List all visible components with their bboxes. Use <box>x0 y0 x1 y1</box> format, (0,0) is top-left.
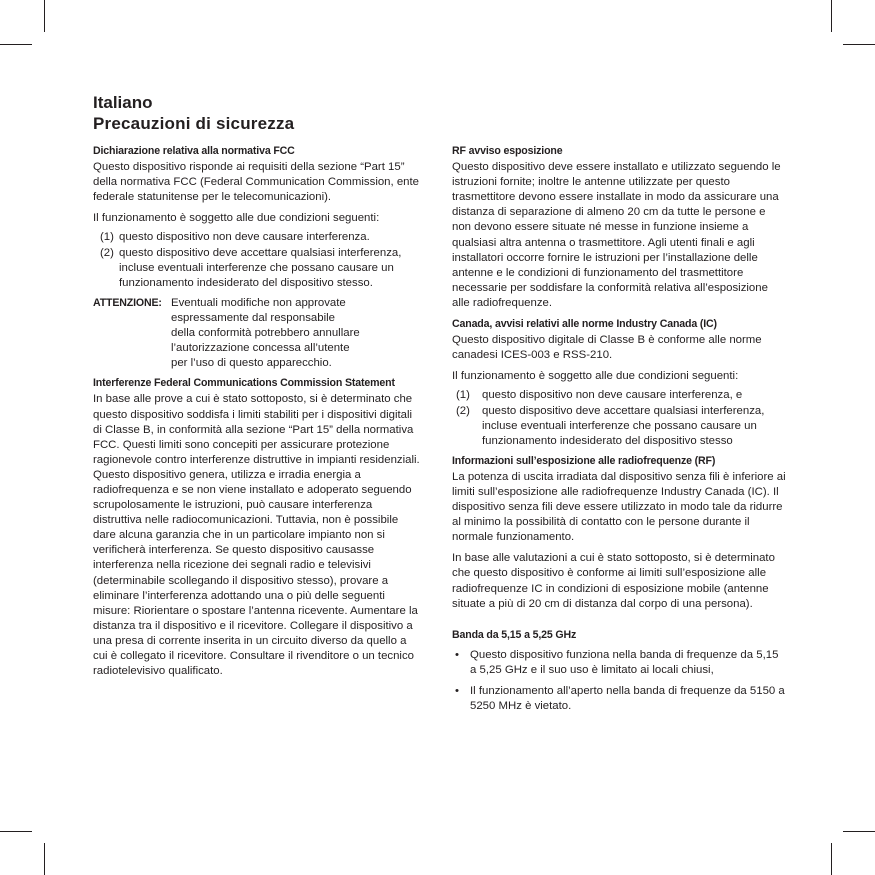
left-column <box>93 144 423 685</box>
list-item: • Il funzionamento all’aperto nella banda di frequenze da 5150 a 5250 MHz è vietato. <box>455 685 785 713</box>
interference-text: In base alle prove a cui è stato sottoposto, si è determinato che questo dispositivo soddisfa i limiti stabiliti per i dispositivi digitali di Classe B, in conformità alla sezione “Part 15” della normativa FCC. Questi limiti sono concepiti per assicurare protezione ragionevole contro interferenze distruttive in impianti residenziali. Questo dispositivo genera, utilizza e irradia energia a radiofrequenza e se non viene installato e adoperato seguendo scrupolosamente le istruzioni, può causare interferenza distruttiva nelle radiocomunicazioni. Tuttavia, non è possibile dare alcuna garanzia che in un particolare impianto non si verificherà interferenza. Se questo dispositivo causasse interferenza nella ricezione dei segnali radio e televisivi (determinabile scollegando il dispositivo stesso), provare a eliminare l’interferenza adottando una o più delle seguenti misure: Riorientare o spostare l’antenna ricevente. Aumentare la distanza tra il dispositivo e il ricevitore. Collegare il dispositivo a una presa di corrente inserita in un circuito diverso da quello a cui è collegato il ricevitore. Consultare il rivenditore o un tecnico radiotelevisivo qualificato. <box>93 393 420 678</box>
fcc-text: Questo dispositivo risponde ai requisiti della sezione “Part 15” della normativa FCC (Federal Communication Commission, ente federale statunitense per le telecomunicazioni). <box>93 161 420 204</box>
rf-heading: RF avviso esposizione <box>452 145 563 157</box>
rf-info-text: In base alle valutazioni a cui è stato sottoposto, si è determinato che questo dispositivo è conforme ai limiti sull’esposizione alle radiofrequenze IC in condizioni di esposizione mobile (antenne situate a più di 20 cm di distanza dal corpo di una persona). <box>452 552 775 610</box>
conditions-intro: Il funzionamento è soggetto alle due condizioni seguenti: <box>93 212 380 225</box>
list-item: (1) questo dispositivo non deve causare interferenza, e <box>456 389 743 402</box>
language-heading: Italiano <box>93 93 153 112</box>
fcc-heading: Dichiarazione relativa alla normativa FCC <box>93 145 295 157</box>
crop-mark <box>843 44 875 45</box>
rf-text: Questo dispositivo deve essere installato e utilizzato seguendo le istruzioni fornite; inoltre le antenne utilizzate per questo trasmettitore devono essere installate in modo da assicurare una distanza di separazione di almeno 20 cm da tutte le persone e non devono essere situate né messe in funzione insieme a qualsiasi altra antenna o trasmettitore. Agli utenti finali e agli installatori occorre fornire le istruzioni per l’installazione delle antenne e le condizioni di funzionamento del trasmettitore necessarie per soddisfare la conformità relativa all’esposizione alle radiofrequenze. <box>452 161 781 309</box>
conditions-list <box>93 230 423 290</box>
crop-mark <box>831 0 832 32</box>
warning-text: Eventuali modifiche non approvate espressamente dal responsabile della conformità potrebbero annullare l’autorizzazione concessa all’utente per l’uso di questo apparecchio. <box>171 296 360 370</box>
warning-block <box>93 296 423 371</box>
list-item: (1) questo dispositivo non deve causare interferenza. <box>100 231 370 244</box>
crop-mark <box>44 0 45 32</box>
crop-mark <box>843 831 875 832</box>
list-item: (2) questo dispositivo deve accettare qualsiasi interferenza, incluse eventuali interferenze che possano causare un funzionamento indesiderato del dispositivo stesso. <box>100 246 402 289</box>
list-item: • Questo dispositivo funziona nella banda di frequenze da 5,15 a 5,25 GHz e il suo uso è limitato ai locali chiusi, <box>455 648 779 676</box>
crop-mark <box>0 831 32 832</box>
rf-info-text: La potenza di uscita irradiata dal dispositivo senza fili è inferiore ai limiti sull’esposizione alle radiofrequenze Industry Canada (IC). Il dispositivo senza fili deve essere utilizzato in modo tale da ridurre al minimo la possibilità di contatto con le persone durante il normale funzionamento. <box>452 470 786 544</box>
rf-info-heading: Informazioni sull’esposizione alle radiofrequenze (RF) <box>452 454 716 467</box>
bullet-icon: • <box>455 648 459 661</box>
crop-mark <box>0 44 32 45</box>
interference-heading: Interferenze Federal Communications Commission Statement <box>93 377 395 390</box>
canada-text: Questo dispositivo digitale di Classe B è conforme alle norme canadesi ICES-003 e RSS-210. <box>452 334 762 362</box>
band-heading: Banda da 5,15 a 5,25 GHz <box>452 628 577 641</box>
warning-label: ATTENZIONE: <box>93 296 162 309</box>
band-list <box>452 648 787 714</box>
page-title: Precauzioni di sicurezza <box>93 114 295 133</box>
conditions-intro: Il funzionamento è soggetto alle due condizioni seguenti: <box>452 370 739 383</box>
conditions-list <box>452 388 787 448</box>
right-column <box>452 144 787 720</box>
crop-mark <box>831 843 832 875</box>
list-item: (2) questo dispositivo deve accettare qualsiasi interferenza, incluse eventuali interferenze che possano causare un funzionamento indesiderato del dispositivo stesso <box>456 404 765 447</box>
crop-mark <box>44 843 45 875</box>
bullet-icon: • <box>455 685 459 697</box>
canada-heading: Canada, avvisi relativi alle norme Industry Canada (IC) <box>452 318 717 331</box>
